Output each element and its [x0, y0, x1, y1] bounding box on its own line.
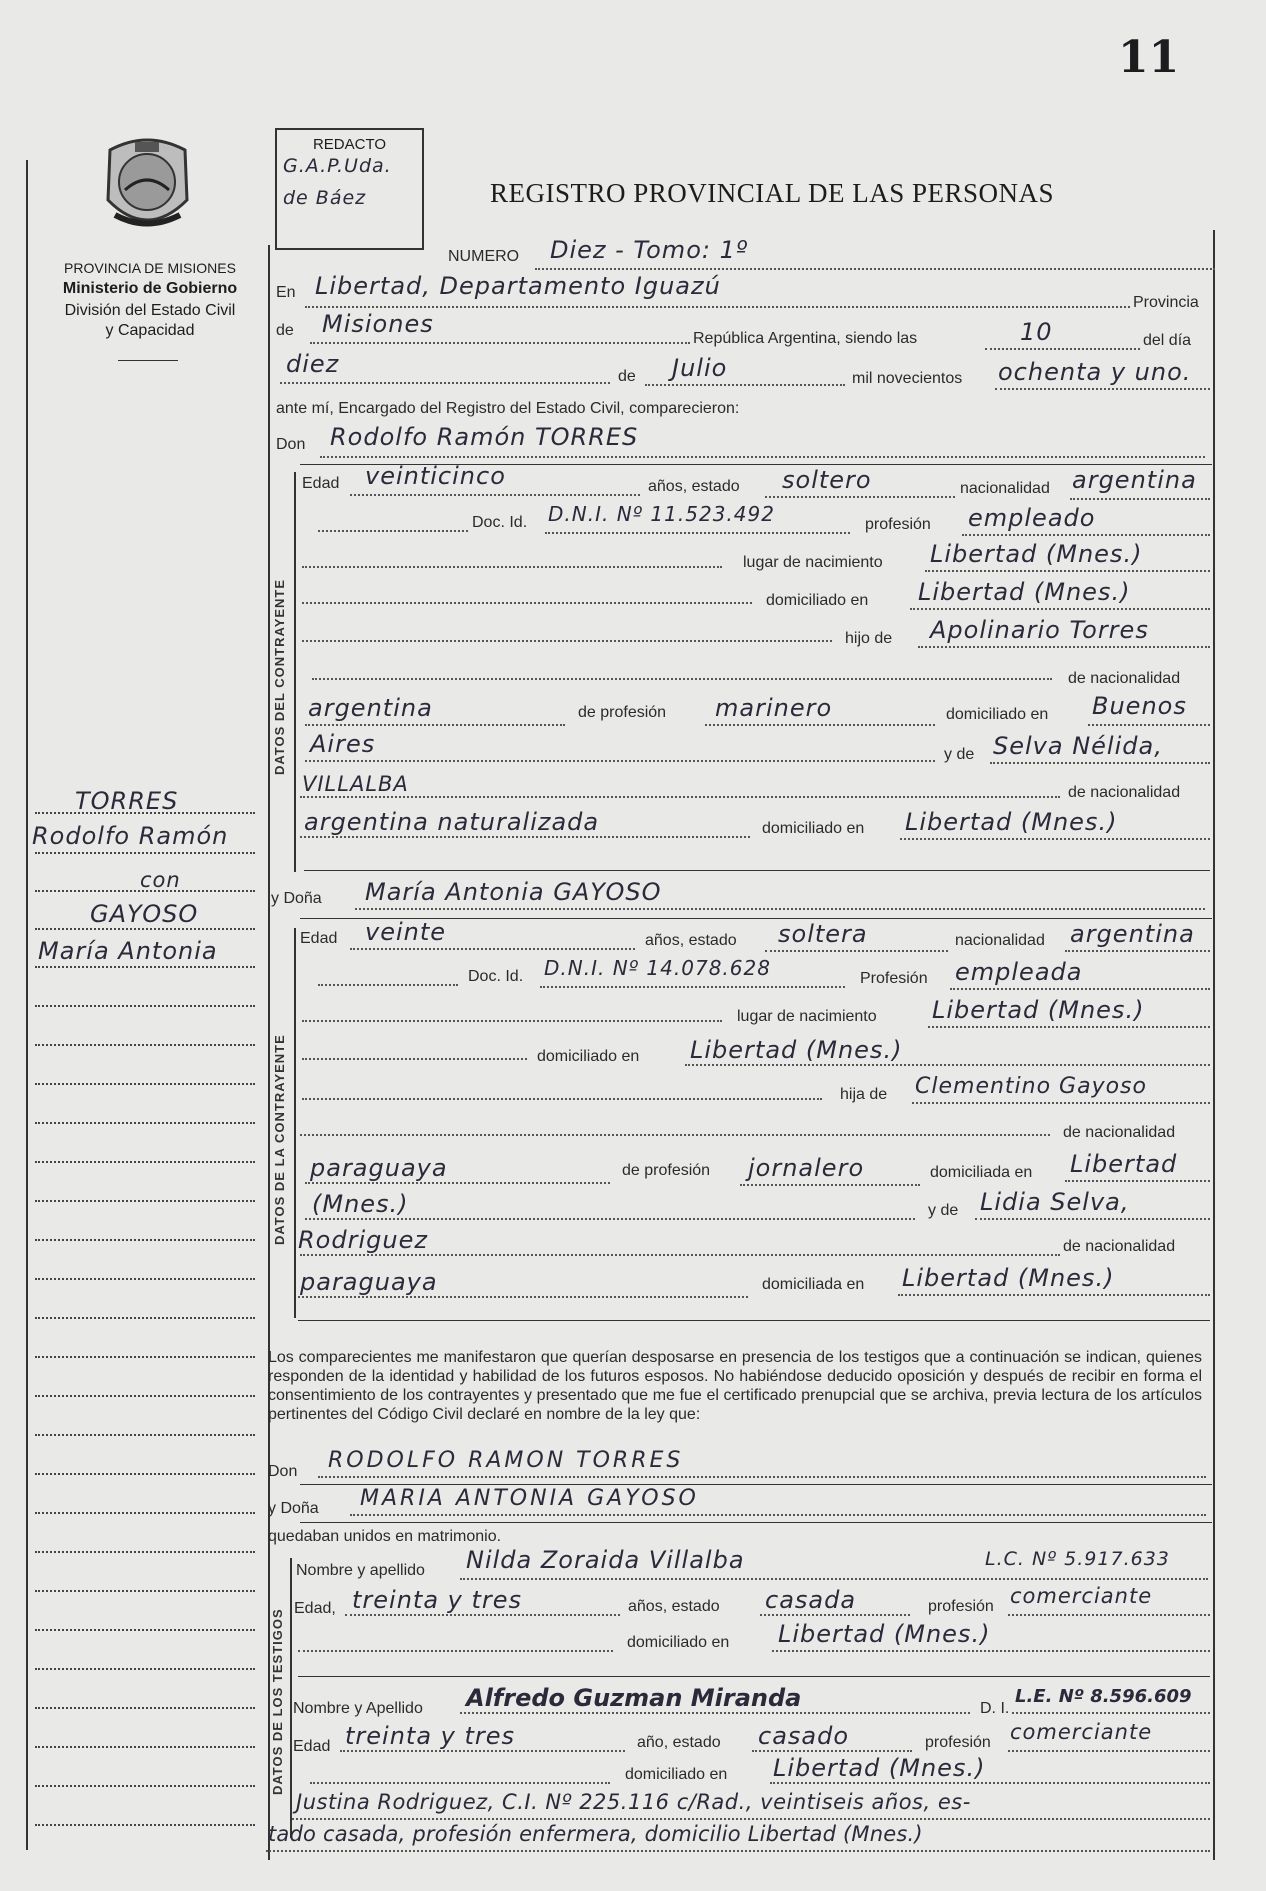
t2-dom-label: domiciliado en [625, 1766, 728, 1783]
b-estado-value: soltera [778, 920, 868, 948]
g-padre-dom2-line [305, 760, 935, 762]
b-anos-label: años, estado [645, 932, 737, 949]
province-name: PROVINCIA DE MISIONES [64, 260, 236, 276]
g-padre-dom2: Aires [310, 730, 376, 758]
g-madre1-line [990, 762, 1210, 764]
margin-line [35, 1122, 255, 1124]
b-doc-label: Doc. Id. [468, 968, 524, 985]
g-estado-line [765, 496, 955, 498]
margin-line [35, 1785, 255, 1787]
anio-value: ochenta y uno. [998, 358, 1192, 386]
de-label: de [276, 322, 294, 339]
b-nac-value: argentina [1070, 920, 1195, 948]
del-dia-label: del día [1143, 332, 1192, 349]
margin-line [35, 1395, 255, 1397]
b-y-de-label: y de [928, 1202, 959, 1219]
lugar-value: Libertad, Departamento Iguazú [315, 272, 721, 300]
division-line2: y Capacidad [105, 322, 195, 339]
left-margin-line [26, 160, 28, 1850]
b-lugar-line [928, 1026, 1210, 1028]
t2-edad-line [340, 1750, 625, 1752]
don-final-underline [300, 1484, 1212, 1485]
b-madre-dom-line [898, 1294, 1210, 1296]
g-madre2-line [300, 796, 1060, 798]
margin-line [35, 1278, 255, 1280]
t1-edad: treinta y tres [352, 1586, 523, 1614]
b-dom-line [685, 1064, 1210, 1066]
witness-bracket [290, 1558, 292, 1838]
b-padre-dom2: (Mnes.) [312, 1190, 409, 1218]
t2-estado: casado [758, 1722, 850, 1750]
hora-value: 10 [1020, 318, 1053, 346]
b-dom-value: Libertad (Mnes.) [690, 1036, 903, 1064]
t2-doc-line [1012, 1712, 1210, 1714]
t2-dom-line [770, 1782, 1210, 1784]
republica-label: República Argentina, siendo las [693, 330, 918, 347]
provincia-line [310, 342, 690, 344]
don-line [320, 456, 1205, 458]
don-final-line [318, 1476, 1206, 1478]
margin-con: con [140, 868, 181, 892]
t1-prof-label: profesión [928, 1598, 994, 1615]
margin-line [35, 852, 255, 854]
t1-dom: Libertad (Mnes.) [778, 1620, 991, 1648]
redacto-box [275, 128, 424, 250]
provincia-label: Provincia [1133, 294, 1199, 311]
t3-line2: tado casada, profesión enfermera, domicilio Libertad (Mnes.) [268, 1822, 923, 1846]
t1-doc: L.C. Nº 5.917.633 [985, 1548, 1170, 1570]
margin-name-2: Rodolfo Ramón [32, 822, 229, 850]
b-padre-value: Clementino Gayoso [915, 1074, 1147, 1099]
b-madre-nac-line [298, 1296, 748, 1298]
dona-final-underline [300, 1522, 1212, 1523]
margin-line [35, 1200, 255, 1202]
t2-nombre: Alfredo Guzman Miranda [466, 1684, 802, 1712]
t1-edad-line [345, 1614, 620, 1616]
g-madre1: Selva Nélida, [993, 732, 1163, 760]
t2-edad-label: Edad [293, 1738, 331, 1755]
g-prof-line [962, 534, 1210, 536]
t2-prof: comerciante [1010, 1720, 1153, 1744]
b-dom-pre-line [302, 1058, 527, 1060]
t3-line1-rule [292, 1818, 1210, 1820]
b-lugar-value: Libertad (Mnes.) [932, 996, 1145, 1024]
t2-doc: L.E. Nº 8.596.609 [1015, 1686, 1192, 1707]
b-edad-line [350, 948, 635, 950]
g-padre-dom-label: domiciliado en [946, 706, 1049, 723]
t1-nombre-line [460, 1578, 1208, 1580]
margin-line [35, 1707, 255, 1709]
g-padre-line [918, 646, 1210, 648]
margin-line [35, 1473, 255, 1475]
t1-nombre: Nilda Zoraida Villalba [466, 1546, 745, 1574]
provincia-value: Misiones [322, 310, 434, 338]
witness-section-label: DATOS DE LOS TESTIGOS [270, 1608, 285, 1795]
b-madre2-line [300, 1254, 1060, 1256]
b-prof-value: empleada [955, 958, 1083, 986]
don-final-label: Don [268, 1463, 298, 1480]
g-dom-label: domiciliado en [766, 592, 869, 609]
division-line1: División del Estado Civil [64, 302, 236, 319]
g-doc-pre-line [318, 530, 468, 532]
g-padre-dom1: Buenos [1092, 692, 1187, 720]
margin-line [35, 812, 255, 814]
g-estado-value: soltero [782, 466, 872, 494]
t2-nombre-label: Nombre y Apellido [293, 1700, 423, 1717]
t1-dom-line [772, 1650, 1210, 1652]
margin-line [35, 1746, 255, 1748]
document-title: REGISTRO PROVINCIAL DE LAS PERSONAS [490, 178, 1055, 208]
t2-estado-label: año, estado [637, 1734, 721, 1751]
b-prof-line [950, 988, 1210, 990]
b-padre-nac-label: de nacionalidad [1063, 1124, 1176, 1141]
b-padre-prof-value: jornalero [748, 1154, 865, 1182]
g-padre-prof-value: marinero [715, 694, 833, 722]
declaration-paragraph: Los comparecientes me manifestaron que querían desposarse en presencia de los testigos que a continuación se indican, quienes responden de la identidad y habilidad de los futuros esposos. No habiéndose deducido oposición y después de recibir en forma el consentimiento de los contrayentes y presentado que me fue el certificado prenupcial que se archiva, previa lectura de los artículos pertinentes del Código Civil declaré en nombre de la ley que: [268, 1349, 1202, 1423]
t1-dom-label: domiciliado en [627, 1634, 730, 1651]
margin-line [35, 890, 255, 892]
g-dom-pre-line [302, 602, 752, 604]
b-lugar-pre-line [302, 1020, 722, 1022]
b-padre-nac-pre-line [300, 1134, 1050, 1136]
g-lugar-value: Libertad (Mnes.) [930, 540, 1143, 568]
g-nac-value: argentina [1072, 466, 1197, 494]
groom-end-line [304, 870, 1210, 871]
g-lugar-pre-line [302, 566, 722, 568]
b-madre-dom-label: domiciliada en [762, 1276, 865, 1293]
margin-line [35, 1629, 255, 1631]
margin-line [35, 1005, 255, 1007]
t2-estado-line [752, 1750, 912, 1752]
unidos-label: quedaban unidos en matrimonio. [268, 1528, 502, 1545]
margin-line [35, 1239, 255, 1241]
dona-name: María Antonia GAYOSO [365, 878, 662, 906]
g-padre-nac-line [305, 724, 565, 726]
t1-prof: comerciante [1010, 1584, 1153, 1608]
t2-prof-label: profesión [925, 1734, 991, 1751]
b-padre-dom1: Libertad [1070, 1150, 1178, 1178]
redacto-hand1: G.A.P.Uda. [283, 155, 392, 177]
redacto-label: REDACTO [312, 136, 387, 153]
g-hijo-label: hijo de [845, 630, 893, 647]
page-number: 11 [1118, 32, 1180, 83]
g-nac-line [1070, 498, 1210, 500]
b-padre-nac-value: paraguaya [310, 1154, 448, 1182]
g-doc-value: D.N.I. Nº 11.523.492 [548, 502, 775, 526]
g-madre-nac-line [300, 836, 750, 838]
dona-final-name: MARIA ANTONIA GAYOSO [360, 1486, 699, 1511]
b-madre-nac-label: de nacionalidad [1063, 1238, 1176, 1255]
b-padre-nac-line [305, 1182, 610, 1184]
margin-line [35, 1668, 255, 1670]
b-padre-dom-label: domiciliada en [930, 1164, 1033, 1181]
t2-edad: treinta y tres [345, 1722, 516, 1750]
b-padre-dom2-line [305, 1218, 915, 1220]
margin-line [35, 1824, 255, 1826]
margin-line [35, 1551, 255, 1553]
g-padre-prof-label: de profesión [578, 704, 667, 721]
margin-name-1: TORRES [75, 787, 179, 815]
mil-label: mil novecientos [852, 370, 963, 387]
bride-bracket [294, 928, 296, 1318]
dona-final-line [350, 1514, 1206, 1516]
t1-estado-line [760, 1614, 910, 1616]
t1-dom-pre-line [298, 1650, 613, 1652]
margin-line [35, 1590, 255, 1592]
ante-label: ante mí, Encargado del Registro del Estado Civil, comparecieron: [276, 400, 740, 417]
b-madre1: Lidia Selva, [980, 1188, 1130, 1216]
g-madre2: VILLALBA [302, 772, 409, 796]
groom-bracket [294, 472, 296, 872]
b-hija-label: hija de [840, 1086, 888, 1103]
b-madre1-line [975, 1218, 1210, 1220]
g-padre-prof-line [705, 724, 935, 726]
margin-line [35, 1044, 255, 1046]
b-doc-line [540, 986, 845, 988]
g-edad-label: Edad [302, 475, 340, 492]
margin-line [35, 1317, 255, 1319]
b-dom-label: domiciliado en [537, 1048, 640, 1065]
dona-label: y Doña [271, 890, 322, 907]
b-hija-pre-line [302, 1098, 822, 1100]
margin-line [35, 1161, 255, 1163]
g-anos-label: años, estado [648, 478, 740, 495]
b-doc-pre-line [318, 984, 458, 986]
t2-nombre-line [460, 1712, 970, 1714]
g-lugar-line [925, 570, 1210, 572]
dia-line [280, 382, 610, 384]
t2-dom: Libertad (Mnes.) [773, 1754, 986, 1782]
g-doc-label: Doc. Id. [472, 514, 528, 531]
margin-name-4: María Antonia [38, 937, 218, 965]
margin-line [35, 966, 255, 968]
g-padre-nac-pre-line [312, 678, 1052, 680]
dia-value: diez [286, 350, 340, 378]
margin-line [35, 1512, 255, 1514]
b-estado-line [765, 950, 948, 952]
t1-nombre-label: Nombre y apellido [296, 1562, 425, 1579]
don-name: Rodolfo Ramón TORRES [330, 423, 639, 451]
g-padre-nac-value: argentina [308, 694, 433, 722]
b-edad-label: Edad [300, 930, 338, 947]
numero-line [535, 268, 1215, 270]
numero-value: Diez - Tomo: 1º [550, 236, 749, 264]
g-edad-value: veinticinco [365, 462, 506, 490]
b-padre-prof-label: de profesión [622, 1162, 711, 1179]
province-crest [95, 130, 200, 240]
en-label: En [276, 284, 296, 301]
don-final-name: RODOLFO RAMON TORRES [328, 1448, 684, 1473]
g-madre-nac: argentina naturalizada [304, 808, 600, 836]
dona-final-label: y Doña [268, 1500, 319, 1517]
g-dom-line [910, 608, 1210, 610]
g-prof-label: profesión [865, 516, 931, 533]
t2-dom-pre-line [310, 1782, 610, 1784]
redacto-hand2: de Báez [283, 187, 367, 209]
t1-prof-line [1008, 1614, 1210, 1616]
margin-line [35, 1356, 255, 1358]
b-lugar-label: lugar de nacimiento [737, 1008, 877, 1025]
b-padre-dom1-line [1065, 1180, 1210, 1182]
t3-line1: Justina Rodriguez, C.I. Nº 225.116 c/Rad., veintiseis años, es- [296, 1790, 971, 1814]
bride-end-line [298, 1320, 1210, 1321]
b-prof-label: Profesión [860, 970, 928, 987]
b-padre-line [912, 1102, 1210, 1104]
margin-line [35, 1434, 255, 1436]
numero-label: NUMERO [448, 248, 520, 265]
g-madre-dom-line [900, 838, 1210, 840]
g-dom-value: Libertad (Mnes.) [918, 578, 1131, 606]
mes-value: Julio [672, 354, 728, 382]
g-edad-line [350, 494, 640, 496]
ministry-name: Ministerio de Gobierno [62, 280, 238, 297]
b-padre-prof-line [740, 1184, 920, 1186]
t1-end-line [298, 1676, 1210, 1677]
anio-line [995, 388, 1210, 390]
form-right-border [1213, 230, 1215, 1860]
de2-label: de [618, 368, 636, 385]
b-madre2: Rodriguez [298, 1226, 428, 1254]
groom-section-label: DATOS DEL CONTRAYENTE [272, 578, 287, 775]
g-padre-nac-label: de nacionalidad [1068, 670, 1181, 687]
g-nac-label: nacionalidad [960, 480, 1050, 497]
g-doc-line [545, 532, 850, 534]
dona-line [355, 908, 1205, 910]
t2-prof-line [1008, 1750, 1210, 1752]
bride-section-label: DATOS DE LA CONTRAYENTE [272, 1034, 287, 1245]
b-nac-label: nacionalidad [955, 932, 1045, 949]
b-madre-dom: Libertad (Mnes.) [902, 1264, 1115, 1292]
margin-name-3: GAYOSO [90, 900, 199, 928]
g-padre-value: Apolinario Torres [930, 616, 1149, 644]
hora-line [985, 348, 1140, 350]
b-doc-value: D.N.I. Nº 14.078.628 [544, 956, 771, 980]
g-madre-nac-label: de nacionalidad [1068, 784, 1181, 801]
g-lugar-label: lugar de nacimiento [743, 554, 883, 571]
mes-line [645, 384, 845, 386]
g-y-de-label: y de [944, 746, 975, 763]
g-padre-dom1-line [1088, 724, 1210, 726]
b-madre-nac: paraguaya [300, 1268, 438, 1296]
g-madre-dom-label: domiciliado en [762, 820, 865, 837]
t1-edad-label: Edad, [294, 1600, 336, 1617]
division-rule [118, 360, 178, 361]
b-edad-value: veinte [365, 918, 447, 946]
g-madre-dom: Libertad (Mnes.) [905, 808, 1118, 836]
margin-line [35, 928, 255, 930]
b-nac-line [1065, 950, 1210, 952]
t2-di-label: D. I. [980, 1700, 1010, 1717]
t1-estado: casada [765, 1586, 857, 1614]
lugar-line [305, 306, 1130, 308]
g-prof-value: empleado [968, 504, 1096, 532]
margin-line [35, 1083, 255, 1085]
g-hijo-pre-line [302, 640, 832, 642]
t3-line2-rule [266, 1850, 1210, 1852]
t1-estado-label: años, estado [628, 1598, 720, 1615]
don-label: Don [276, 436, 306, 453]
